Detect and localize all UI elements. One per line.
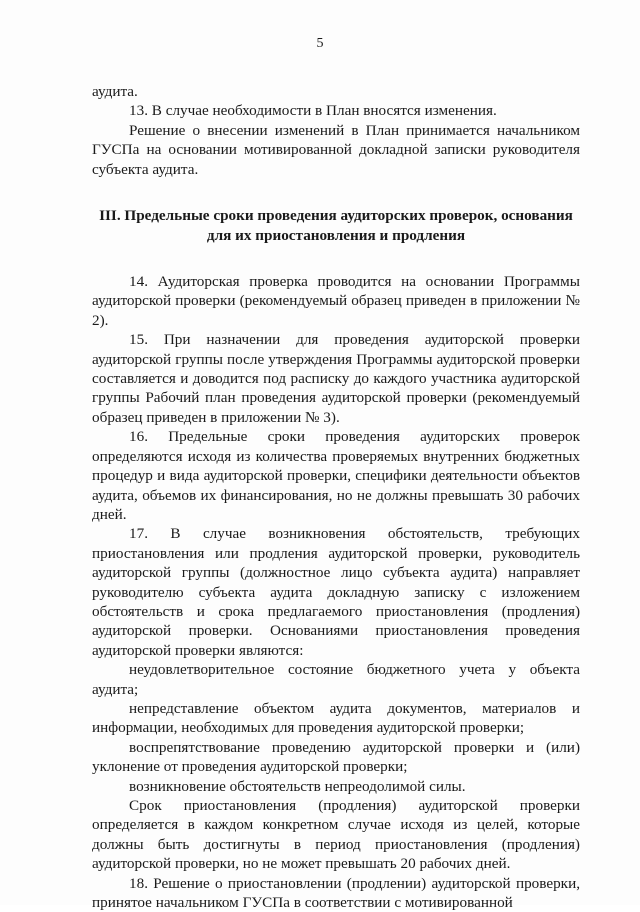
page-number: 5 bbox=[316, 36, 324, 51]
paragraph-17: 17. В случае возникновения обстоятельств, требующих приостановления или продления аудиторской проверки, руководитель аудиторской группы (должностное лицо субъекта аудита) направляет руководителю субъекта аудита докладную записку с изложением обстоятельств и срока предлагаемого приостановления (продления) аудиторской проверки. Основаниями приостановления проведения аудиторской проверки являются: bbox=[92, 525, 580, 659]
paragraph-15: 15. При назначении для проведения аудиторской проверки аудиторской группы после утверждения Программы аудиторской проверки составляется и доводится под расписку до каждого участника аудиторской группы Рабочий план проведения аудиторской проверки (рекомендуемый образец приведен в приложении № 3). bbox=[92, 331, 580, 426]
paragraph-13-decision: Решение о внесении изменений в План принимается начальником ГУСПа на основании мотивированной докладной записки руководителя субъекта аудита. bbox=[92, 121, 580, 178]
section-heading: III. Предельные сроки проведения аудиторских проверок, основания для их приостановления и продления bbox=[99, 207, 573, 245]
paragraph-18: 18. Решение о приостановлении (продлении) аудиторской проверки, принятое начальником ГУСПа в соответствии с мотивированной bbox=[92, 874, 580, 912]
list-item: воспрепятствование проведению аудиторской проверки и (или) уклонение от проведения аудиторской проверки; bbox=[92, 738, 580, 776]
list-item: неудовлетворительное состояние бюджетного учета у объекта аудита; bbox=[92, 661, 580, 698]
document-body bbox=[92, 82, 580, 912]
paragraph-13: 13. В случае необходимости в План вносятся изменения. bbox=[129, 102, 497, 120]
paragraph-16: 16. Предельные сроки проведения аудиторских проверок определяются исходя из количества проверяемых внутренних бюджетных процедур и вида аудиторской проверки, специфики деятельности объектов аудита, объемов их финансирования, но не должны превышать 30 рабочих дней. bbox=[92, 428, 580, 523]
list-item: непредставление объектом аудита документов, материалов и информации, необходимых для проведения аудиторской проверки; bbox=[92, 699, 580, 737]
list-item: возникновение обстоятельств непреодолимой силы. bbox=[129, 777, 466, 795]
paragraph-continuation: аудита. bbox=[92, 83, 138, 100]
paragraph-17-term: Срок приостановления (продления) аудиторской проверки определяется в каждом конкретном случае исходя из целей, которые должны быть достигнуты в период приостановления (продления) аудиторской проверки, но не может превышать 20 рабочих дней. bbox=[92, 797, 580, 873]
paragraph-14: 14. Аудиторская проверка проводится на основании Программы аудиторской проверки (рекомендуемый образец приведен в приложении № 2). bbox=[92, 273, 580, 329]
